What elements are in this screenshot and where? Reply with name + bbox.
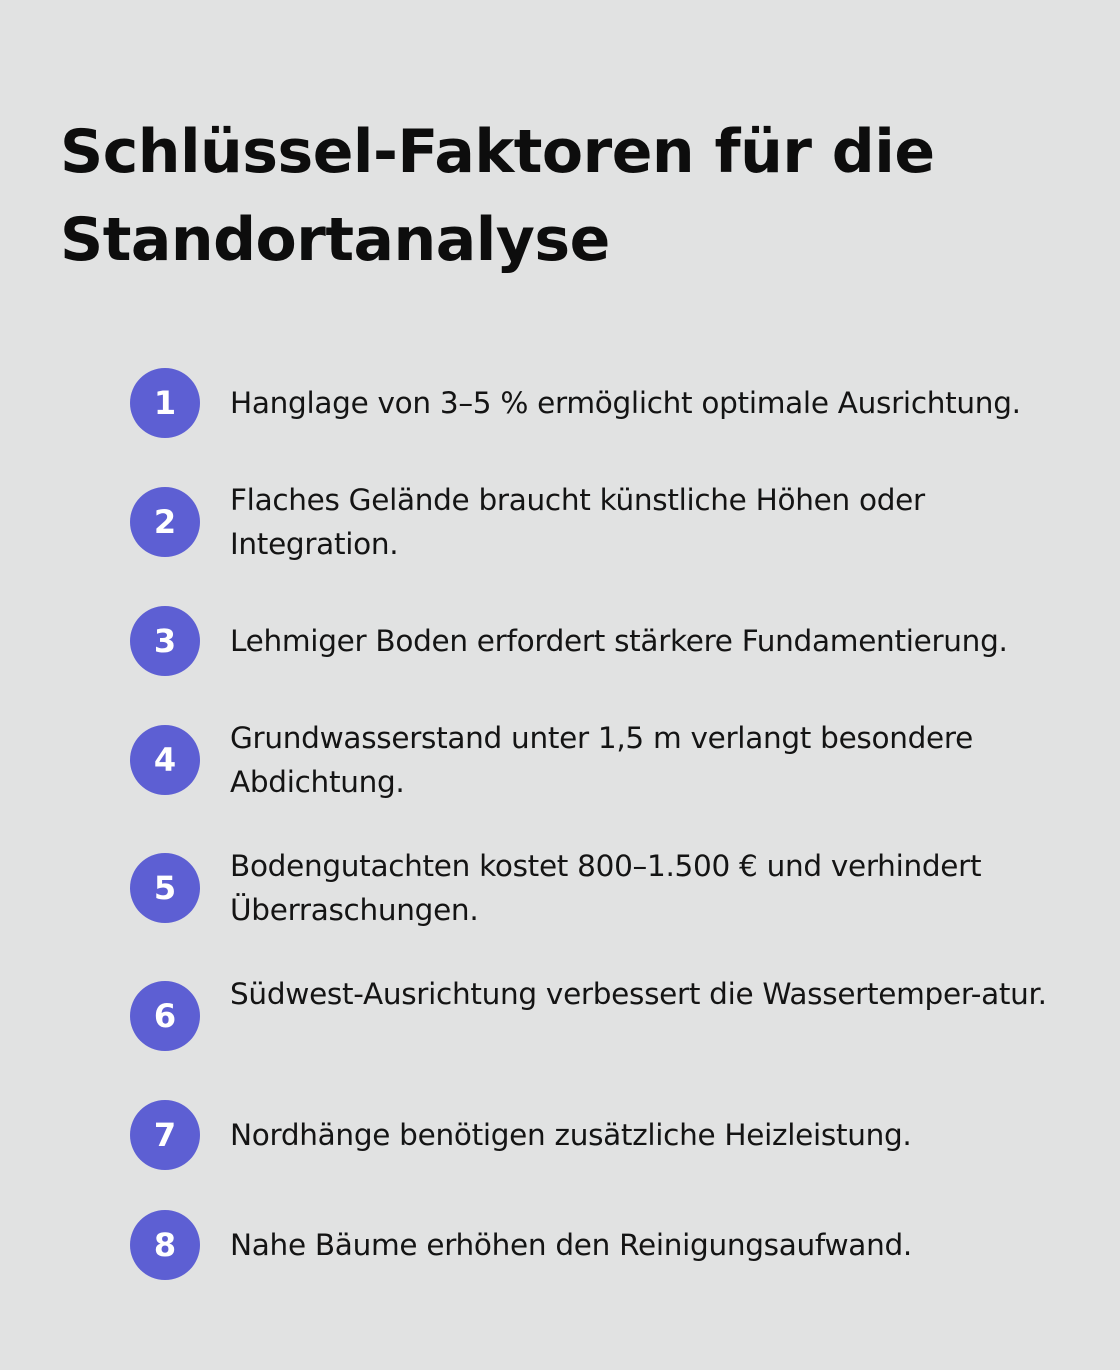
page-title: Schlüssel-Faktoren für die Standortanalyse — [60, 117, 935, 275]
step-number-badge: 2 — [130, 487, 200, 557]
step-number-badge: 3 — [130, 606, 200, 676]
step-number-badge: 4 — [130, 725, 200, 795]
step-text: Lehmiger Boden erfordert stärkere Fundamentierung. — [230, 624, 1008, 658]
step-text: Bodengutachten kostet 800–1.500 € und verhindert Überraschungen. — [230, 849, 982, 927]
step-text: Nahe Bäume erhöhen den Reinigungsaufwand. — [230, 1228, 912, 1262]
step-text: Flaches Gelände braucht künstliche Höhen oder Integration. — [230, 483, 925, 561]
step-number-badge: 6 — [130, 981, 200, 1051]
step-number-badge: 7 — [130, 1100, 200, 1170]
step-number-badge: 5 — [130, 853, 200, 923]
step-number-badge: 8 — [130, 1210, 200, 1280]
step-text: Nordhänge benötigen zusätzliche Heizleistung. — [230, 1118, 912, 1152]
step-text: Hanglage von 3–5 % ermöglicht optimale Ausrichtung. — [230, 386, 1021, 420]
step-number-badge: 1 — [130, 368, 200, 438]
step-text: Südwest-Ausrichtung verbessert die Wassertemper-atur. — [230, 977, 1047, 1011]
step-text: Grundwasserstand unter 1,5 m verlangt besondere Abdichtung. — [230, 721, 973, 799]
